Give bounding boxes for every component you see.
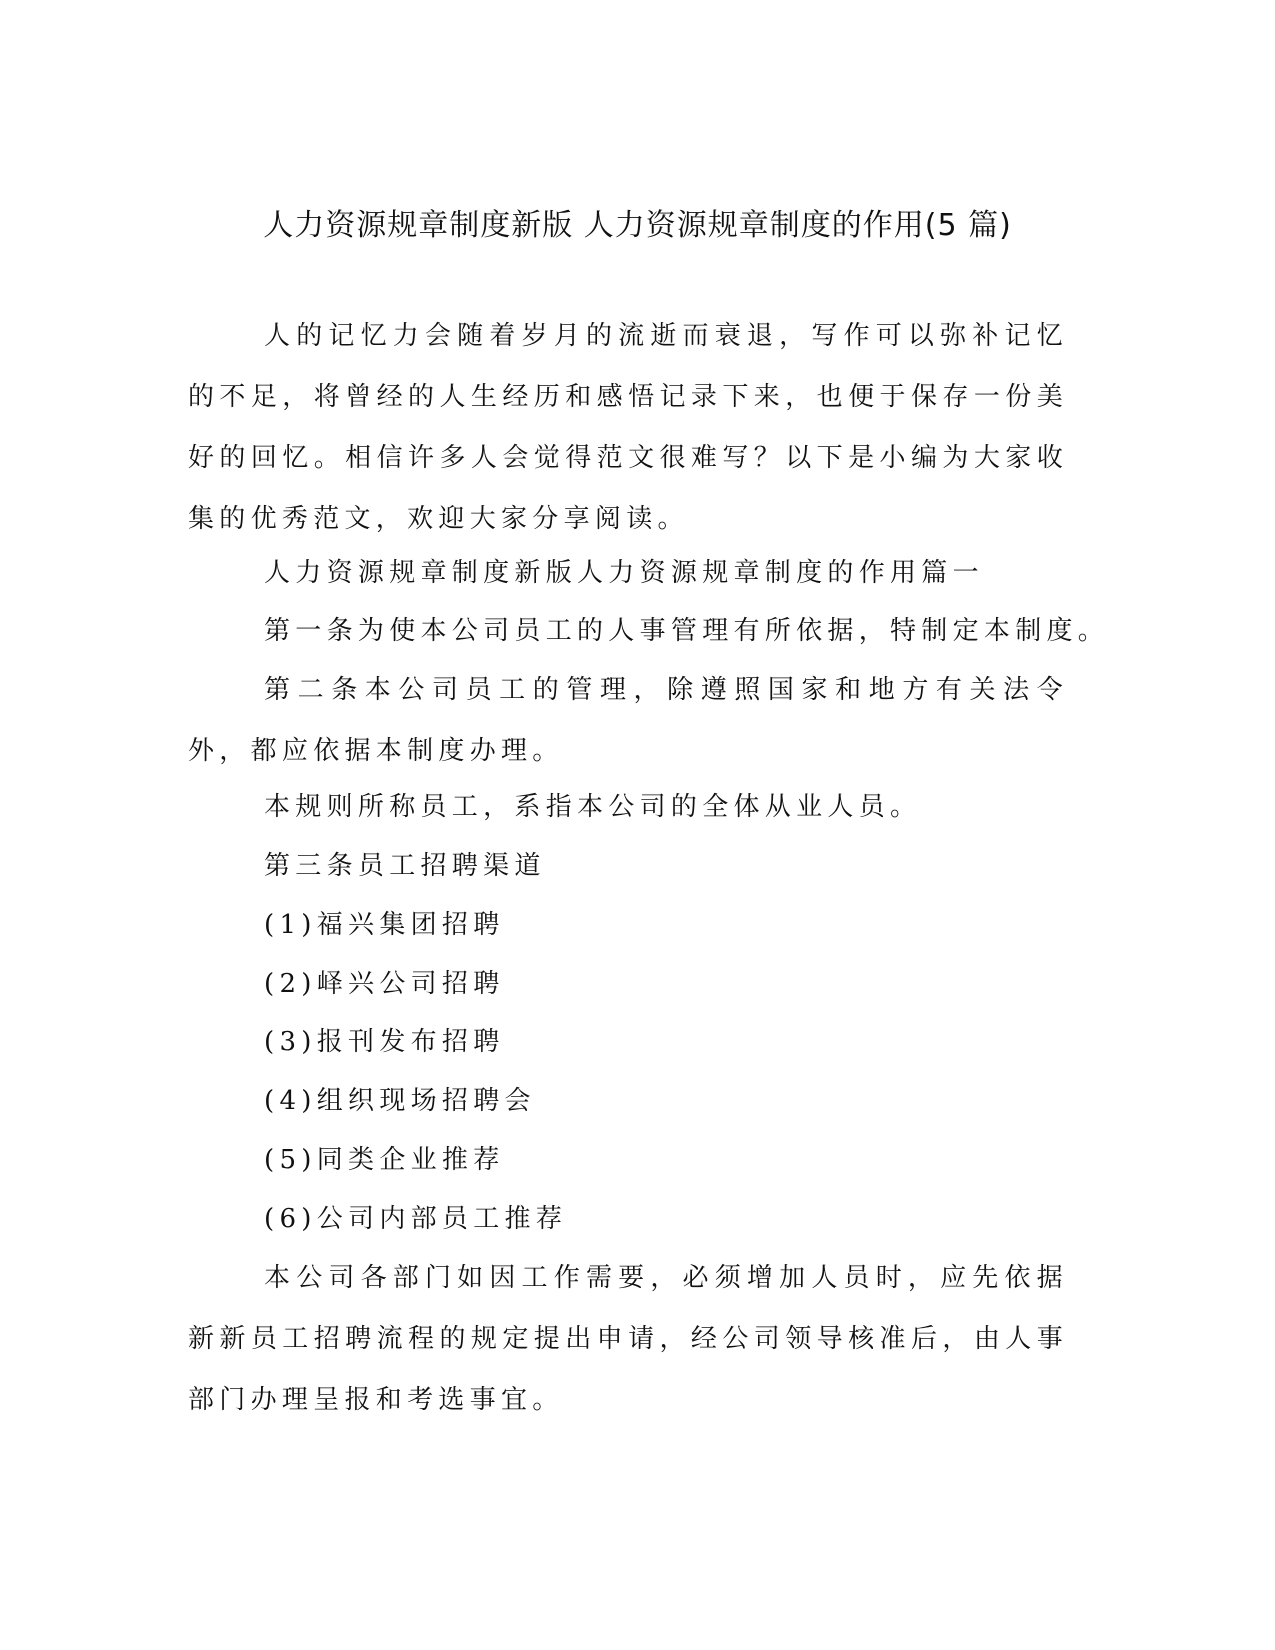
document-title: 人力资源规章制度新版 人力资源规章制度的作用(5 篇)	[263, 208, 1012, 243]
channel-list-item: (4)组织现场招聘会	[264, 1086, 536, 1116]
channel-list-item: (1)福兴集团招聘	[264, 910, 505, 940]
channel-list-item: (2)峄兴公司招聘	[264, 969, 505, 999]
channel-list-item: (5)同类企业推荐	[264, 1145, 505, 1175]
employee-definition-paragraph: 本规则所称员工，系指本公司的全体从业人员。	[264, 792, 922, 822]
channel-list-item: (3)报刊发布招聘	[264, 1027, 505, 1057]
intro-paragraph: 人的记忆力会随着岁月的流逝而衰退，写作可以弥补记忆的不足，将曾经的人生经历和感悟记录下来，也便于保存一份美好的回忆。相信许多人会觉得范文很难写？以下是小编为大家收集的优秀范文，欢迎大家分享阅读。	[188, 321, 1068, 534]
hiring-procedure-paragraph: 本公司各部门如因工作需要，必须增加人员时，应先依据新新员工招聘流程的规定提出申请，经公司领导核准后，由人事部门办理呈报和考选事宜。	[188, 1263, 1068, 1415]
article-2-paragraph: 第二条本公司员工的管理，除遵照国家和地方有关法令外，都应依据本制度办理。	[188, 675, 1068, 766]
article-3-heading: 第三条员工招聘渠道	[264, 851, 546, 881]
article-1-paragraph: 第一条为使本公司员工的人事管理有所依据，特制定本制度。	[264, 616, 1110, 646]
channel-list-item: (6)公司内部员工推荐	[264, 1204, 568, 1234]
section-heading: 人力资源规章制度新版人力资源规章制度的作用篇一	[264, 558, 984, 588]
